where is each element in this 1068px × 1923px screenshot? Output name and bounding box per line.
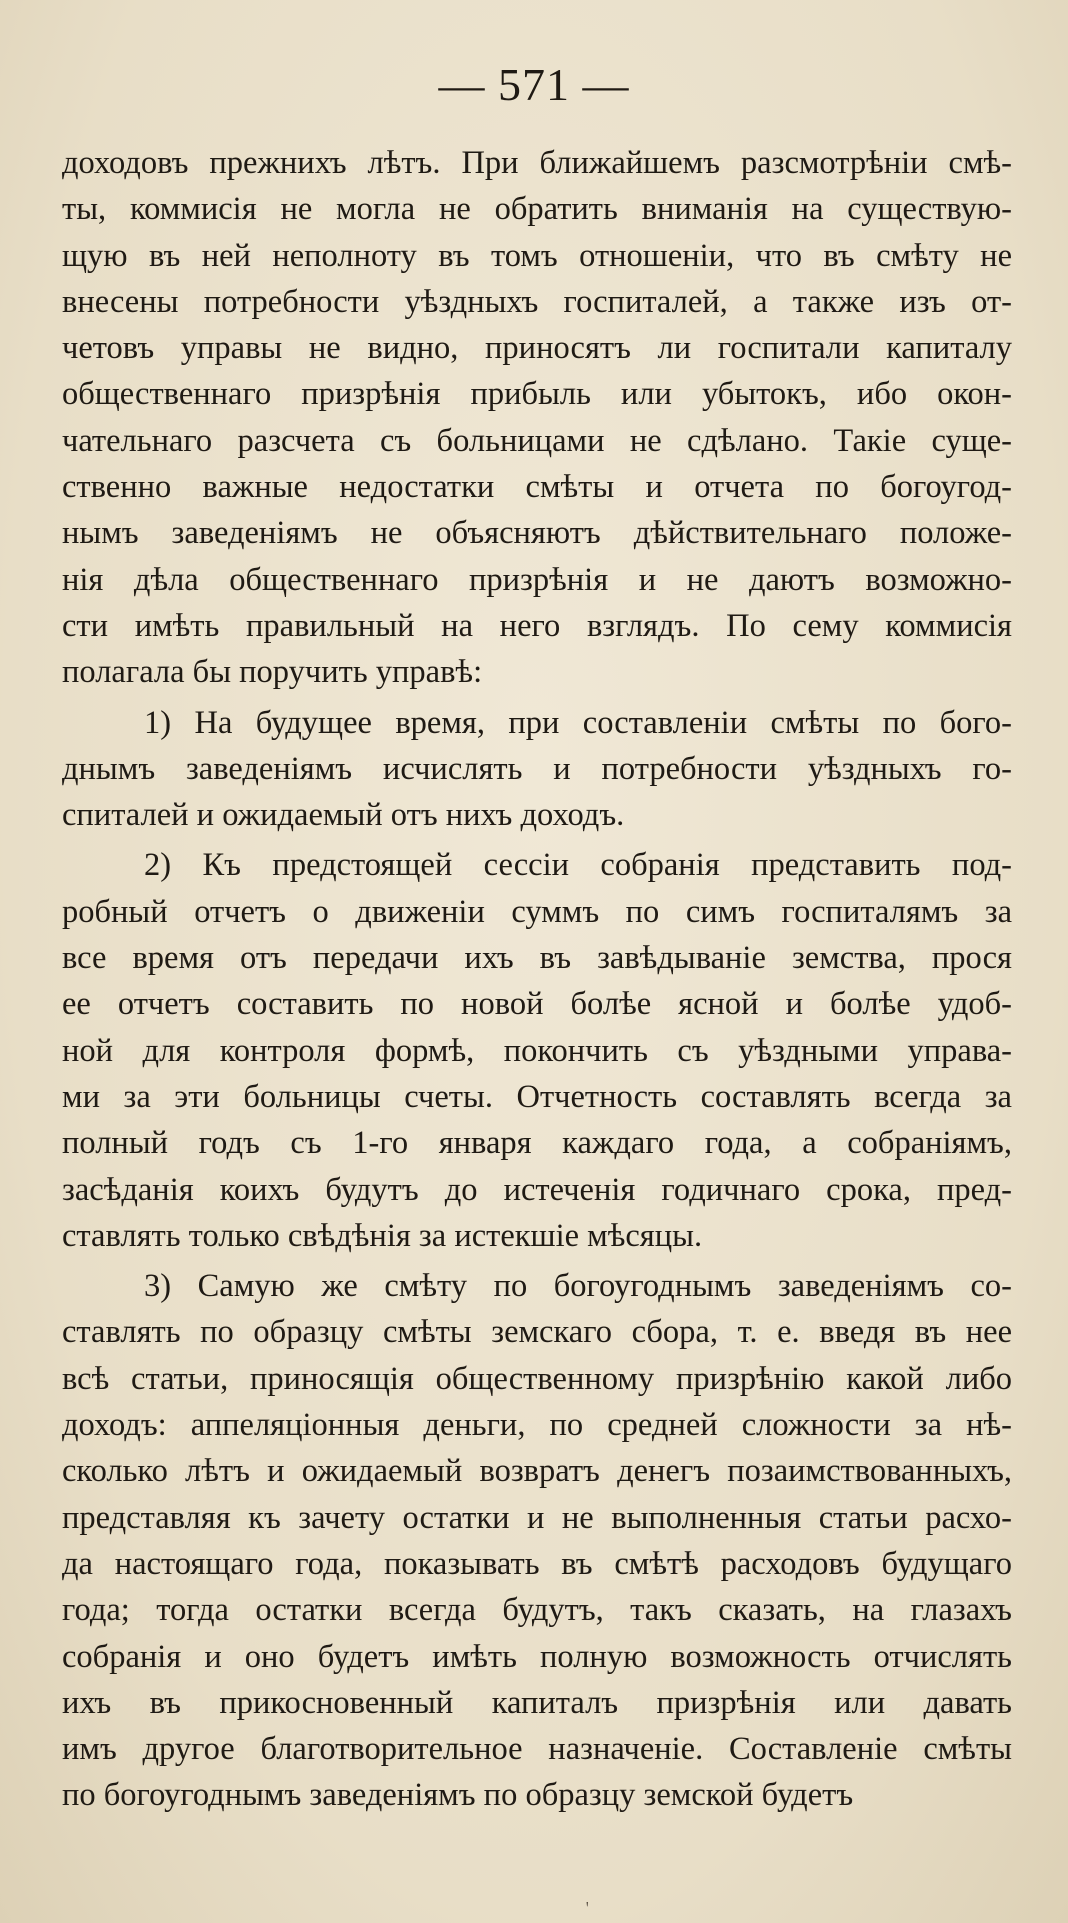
- text-line: внесены потребности уѣздныхъ госпиталей, а также изъ от-: [62, 283, 1012, 320]
- text-line: имъ другое благотворительное назначеніе. Составленіе смѣты: [62, 1731, 1012, 1768]
- text-line: нымъ заведеніямъ не объясняютъ дѣйствительнаго положе-: [62, 515, 1012, 552]
- text-line: года; тогда остатки всегда будутъ, такъ сказать, на глазахъ: [62, 1592, 1012, 1629]
- text-line: сколько лѣтъ и ожидаемый возвратъ денегъ позаимствованныхъ,: [62, 1453, 1012, 1490]
- text-line: нія дѣла общественнаго призрѣнія и не даютъ возможно-: [62, 561, 1012, 598]
- text-line: робный отчетъ о движеніи суммъ по симъ госпиталямъ за: [62, 893, 1012, 930]
- text-line: 1) На будущее время, при составленіи смѣты по бого-: [144, 704, 1012, 741]
- paragraph: [62, 1263, 1012, 1819]
- text-line: 3) Самую же смѣту по богоугоднымъ заведеніямъ со-: [144, 1268, 1012, 1305]
- text-line: щую въ ней неполноту въ томъ отношеніи, что въ смѣту не: [62, 237, 1012, 274]
- text-line: ихъ въ прикосновенный капиталъ призрѣнія или давать: [62, 1684, 1012, 1721]
- text-line: доходъ: аппеляціонныя деньги, по средней сложности за нѣ-: [62, 1407, 1012, 1444]
- paragraph: [62, 842, 1012, 1259]
- text-line: ми за эти больницы счеты. Отчетность составлять всегда за: [62, 1078, 1012, 1115]
- text-line: по богоугоднымъ заведеніямъ по образцу земской будетъ: [62, 1777, 854, 1814]
- text-line: ее отчетъ составить по новой болѣе ясной и болѣе удоб-: [62, 986, 1012, 1023]
- footer-mark: ꞌ: [586, 1900, 589, 1915]
- paragraph: [62, 140, 1012, 696]
- body-text: [62, 140, 1012, 1819]
- text-line: да настоящаго года, показывать въ смѣтѣ расходовъ будущаго: [62, 1545, 1012, 1582]
- text-line: спиталей и ожидаемый отъ нихъ доходъ.: [62, 797, 625, 834]
- text-line: засѣданія коихъ будутъ до истеченія годичнаго срока, пред-: [62, 1171, 1012, 1208]
- text-line: 2) Къ предстоящей сессіи собранія представить под-: [144, 847, 1012, 884]
- text-line: собранія и оно будетъ имѣть полную возможность отчислять: [62, 1638, 1012, 1675]
- page-number: — 571 —: [438, 59, 630, 110]
- text-line: днымъ заведеніямъ исчислять и потребности уѣздныхъ го-: [62, 750, 1012, 787]
- text-line: чательнаго разсчета съ больницами не сдѣлано. Такіе суще-: [62, 422, 1012, 459]
- text-line: ной для контроля формѣ, покончить съ уѣздными управа-: [62, 1032, 1012, 1069]
- text-line: полный годъ съ 1-го января каждаго года, а собраніямъ,: [62, 1125, 1012, 1162]
- text-line: доходовъ прежнихъ лѣтъ. При ближайшемъ разсмотрѣніи смѣ-: [62, 145, 1012, 181]
- text-line: общественнаго призрѣнія прибыль или убытокъ, ибо окон-: [62, 376, 1012, 413]
- text-line: ственно важные недостатки смѣты и отчета по богоугод-: [62, 469, 1012, 506]
- text-line: ставлять по образцу смѣты земскаго сбора, т. е. введя въ нее: [62, 1314, 1012, 1351]
- text-line: ты, коммисія не могла не обратить вниманія на существую-: [62, 191, 1012, 228]
- text-line: представляя къ зачету остатки и не выполненныя статьи расхо-: [62, 1499, 1012, 1536]
- text-line: сти имѣть правильный на него взглядъ. По сему коммисія: [62, 607, 1012, 644]
- text-line: четовъ управы не видно, приносятъ ли госпитали капиталу: [62, 330, 1012, 367]
- text-line: всѣ статьи, приносящія общественному призрѣнію какой либо: [62, 1360, 1012, 1397]
- paragraph: [62, 700, 1012, 839]
- text-line: полагала бы поручить управѣ:: [62, 654, 483, 691]
- text-line: ставлять только свѣдѣнія за истекшіе мѣсяцы.: [62, 1217, 703, 1254]
- text-line: все время отъ передачи ихъ въ завѣдываніе земства, прося: [62, 940, 1012, 977]
